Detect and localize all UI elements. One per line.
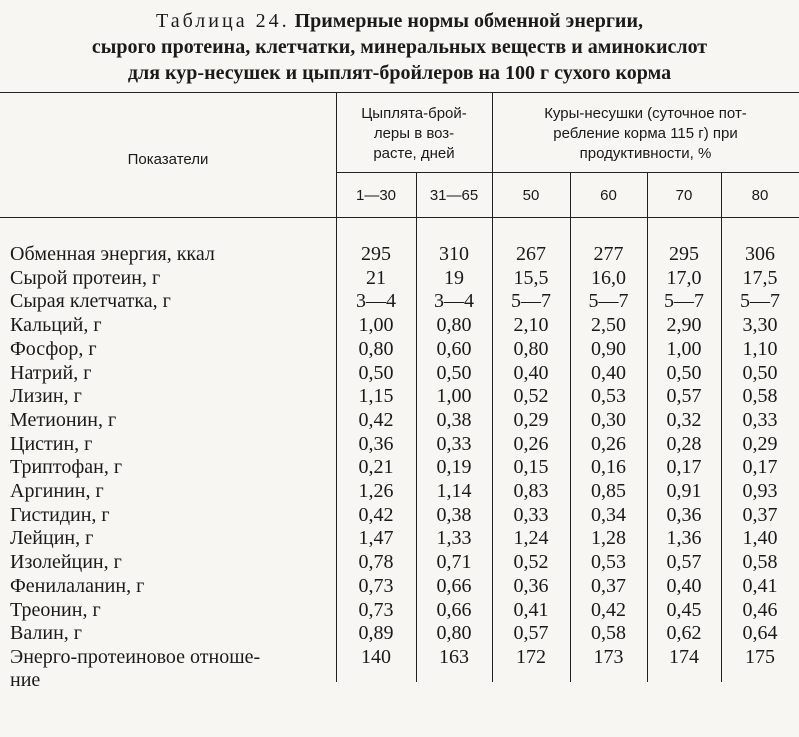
- table-cell: 1,14: [436, 480, 472, 502]
- table-cell: 175: [745, 646, 775, 668]
- table-cell: 0,89: [358, 622, 394, 644]
- table-row: [0, 432, 799, 456]
- table-cell: 1,26: [358, 480, 394, 502]
- table-cell: 5—7: [740, 290, 780, 312]
- table-cell: 0,36: [513, 575, 549, 597]
- row-label: Цистин, г: [10, 433, 93, 455]
- table-row: [0, 550, 799, 574]
- table-cell: 0,29: [513, 409, 549, 431]
- table-cell: 0,83: [513, 480, 549, 502]
- row-label: Фенилаланин, г: [10, 575, 145, 597]
- table-cell: 0,40: [513, 362, 549, 384]
- row-label: Обменная энергия, ккал: [10, 243, 215, 265]
- table-cell: 1,10: [742, 338, 778, 360]
- table-cell: 0,38: [436, 409, 472, 431]
- table-cell: 0,58: [591, 622, 626, 644]
- table-cell: 0,50: [436, 362, 472, 384]
- table-cell: 0,30: [591, 409, 626, 431]
- table-cell: 172: [516, 646, 546, 668]
- table-cell: 0,50: [666, 362, 702, 384]
- table-cell: 21: [366, 267, 386, 289]
- row-label: Метионин, г: [10, 409, 117, 431]
- table-cell: 0,33: [436, 433, 472, 455]
- row-label: Триптофан, г: [10, 456, 123, 478]
- table-cell: 0,40: [666, 575, 702, 597]
- table-cell: 0,29: [742, 433, 778, 455]
- table-cell: 1,00: [436, 385, 472, 407]
- table-cell: 0,53: [591, 551, 626, 573]
- table-cell: 0,37: [591, 575, 626, 597]
- table-cell: 0,64: [742, 622, 778, 644]
- table-cell: 0,28: [666, 433, 702, 455]
- row-label: Сырая клетчатка, г: [10, 290, 171, 312]
- table-row: [0, 408, 799, 432]
- title-line-2: сырого протеина, клетчатки, минеральных веществ и аминокислот: [91, 36, 708, 58]
- table-cell: 0,26: [513, 433, 549, 455]
- table-cell: 17,0: [666, 267, 702, 289]
- header-layers-line: ребление корма 115 г) при: [553, 125, 738, 142]
- table-cell: 0,52: [513, 385, 549, 407]
- table-cell: 0,17: [666, 456, 702, 478]
- table-cell: 0,71: [436, 551, 472, 573]
- table-cell: 5—7: [511, 290, 551, 312]
- header-broilers: [336, 104, 492, 164]
- table-cell: 277: [593, 243, 624, 265]
- table-cell: 0,21: [358, 456, 394, 478]
- table-row: [0, 479, 799, 503]
- column-header: 80: [751, 187, 769, 204]
- table-cell: 0,42: [358, 409, 394, 431]
- table-cell: 0,41: [513, 599, 549, 621]
- column-header: 60: [600, 187, 617, 204]
- table-row: [0, 598, 799, 622]
- table-row: [0, 384, 799, 408]
- table-cell: 1,00: [358, 314, 394, 336]
- table-cell: 1,40: [742, 527, 778, 549]
- table-cell: 3—4: [434, 290, 474, 312]
- table-cell: 0,32: [666, 409, 702, 431]
- header-bottom-rule: [0, 217, 799, 218]
- header-layers-line: Куры-несушки (суточное пот-: [544, 105, 747, 122]
- table-cell: 0,17: [742, 456, 778, 478]
- row-label: Аргинин, г: [10, 480, 104, 502]
- table-cell: 0,50: [742, 362, 778, 384]
- row-label: Энерго-протеиновое отноше-: [10, 646, 261, 668]
- table-cell: 0,78: [358, 551, 394, 573]
- table-cell: 0,60: [436, 338, 472, 360]
- table-cell: 0,50: [358, 362, 394, 384]
- table-cell: 0,42: [591, 599, 626, 621]
- table-cell: 1,00: [666, 338, 702, 360]
- table-cell: 0,46: [742, 599, 778, 621]
- row-label: Валин, г: [10, 622, 82, 644]
- table-cell: 0,33: [513, 504, 549, 526]
- table-cell: 0,34: [591, 504, 626, 526]
- table-cell: 0,57: [666, 551, 702, 573]
- column-header: 1—30: [355, 187, 397, 204]
- table-cell: 5—7: [664, 290, 704, 312]
- table-cell: 2,10: [513, 314, 549, 336]
- row-label: Лизин, г: [10, 385, 82, 407]
- table-cell: 5—7: [588, 290, 629, 312]
- table-cell: 0,42: [358, 504, 394, 526]
- table-cell: 0,16: [591, 456, 626, 478]
- table-cell: 0,62: [666, 622, 702, 644]
- table-cell: 0,37: [742, 504, 778, 526]
- table-cell: 3—4: [356, 290, 396, 312]
- table-cell: 173: [593, 646, 624, 668]
- table-cell: 0,19: [436, 456, 472, 478]
- table-cell: 15,5: [513, 267, 549, 289]
- table-cell: 0,85: [591, 480, 626, 502]
- table-cell: 0,57: [513, 622, 549, 644]
- table-cell: 0,91: [666, 480, 702, 502]
- table-cell: 0,80: [436, 622, 472, 644]
- title-line-1: Примерные нормы обменной энергии,: [294, 10, 643, 32]
- table-cell: 0,53: [591, 385, 626, 407]
- table-cell: 306: [745, 243, 775, 265]
- table-cell: 0,58: [742, 385, 778, 407]
- table-row: [0, 337, 799, 361]
- table-cell: 140: [361, 646, 391, 668]
- table-cell: 0,36: [666, 504, 702, 526]
- table-cell: 1,36: [666, 527, 702, 549]
- table-row: [0, 526, 799, 550]
- table-cell: 0,26: [591, 433, 626, 455]
- table-cell: 1,15: [358, 385, 394, 407]
- table-row: [0, 645, 799, 691]
- table-cell: 295: [361, 243, 391, 265]
- column-header: 31—65: [429, 187, 479, 204]
- header-indicators: Показатели: [127, 151, 209, 168]
- table-cell: 295: [669, 243, 699, 265]
- row-label: Натрий, г: [10, 362, 92, 384]
- table-row: [0, 574, 799, 598]
- table-cell: 1,33: [436, 527, 472, 549]
- table-cell: 0,38: [436, 504, 472, 526]
- table-cell: 17,5: [742, 267, 778, 289]
- table-cell: 163: [439, 646, 469, 668]
- table-number: Таблица 24.: [156, 10, 290, 32]
- table-cell: 0,58: [742, 551, 778, 573]
- table-cell: 0,57: [666, 385, 702, 407]
- title-line-3: для кур-несушек и цыплят-бройлеров на 100 г сухого корма: [127, 62, 672, 84]
- row-label: Лейцин, г: [10, 527, 94, 549]
- table-title: [0, 8, 799, 86]
- table-row: [0, 289, 799, 313]
- top-rule: [0, 92, 799, 93]
- table-cell: 0,41: [742, 575, 778, 597]
- table-cell: 1,28: [591, 527, 626, 549]
- row-label: Кальций, г: [10, 314, 102, 336]
- table-row: [0, 503, 799, 527]
- table-cell: 0,73: [358, 575, 394, 597]
- table-cell: 3,30: [742, 314, 778, 336]
- table-cell: 0,36: [358, 433, 394, 455]
- table-cell: 16,0: [591, 267, 626, 289]
- table-cell: 0,45: [666, 599, 702, 621]
- header-layers: [492, 104, 799, 164]
- table-cell: 2,90: [666, 314, 702, 336]
- table-row: [0, 266, 799, 290]
- row-label: Фосфор, г: [10, 338, 97, 360]
- table-row: [0, 361, 799, 385]
- table-cell: 0,15: [513, 456, 549, 478]
- table-cell: 0,73: [358, 599, 394, 621]
- table-cell: 1,47: [358, 527, 394, 549]
- table-cell: 0,93: [742, 480, 778, 502]
- header-broilers-line: Цыплята-брой-: [361, 105, 467, 122]
- table-row: [0, 242, 799, 266]
- column-header: 70: [675, 187, 693, 204]
- header-broilers-line: леры в воз-: [373, 125, 455, 142]
- row-label: Треонин, г: [10, 599, 101, 621]
- table-cell: 0,66: [436, 575, 472, 597]
- table-cell: 0,90: [591, 338, 626, 360]
- table-row: [0, 621, 799, 645]
- table-cell: 0,80: [358, 338, 394, 360]
- table-cell: 19: [444, 267, 464, 289]
- header-layers-line: продуктивности, %: [579, 145, 712, 162]
- table-row: [0, 455, 799, 479]
- table-row: [0, 313, 799, 337]
- table-cell: 0,80: [513, 338, 549, 360]
- table-cell: 2,50: [591, 314, 626, 336]
- table-cell: 174: [669, 646, 699, 668]
- table-cell: 0,66: [436, 599, 472, 621]
- table-cell: 1,24: [513, 527, 549, 549]
- column-header: 50: [522, 187, 540, 204]
- table-cell: 0,80: [436, 314, 472, 336]
- header-broilers-line: расте, дней: [373, 145, 455, 162]
- row-label: Сырой протеин, г: [10, 267, 161, 289]
- subheader-rule: [336, 172, 799, 173]
- row-label: Изолейцин, г: [10, 551, 122, 573]
- table-cell: 0,52: [513, 551, 549, 573]
- table-cell: 267: [516, 243, 546, 265]
- row-label: Гистидин, г: [10, 504, 110, 526]
- table-cell: 0,40: [591, 362, 626, 384]
- table-cell: 0,33: [742, 409, 778, 431]
- row-label-continuation: ние: [10, 669, 41, 691]
- table-cell: 310: [439, 243, 469, 265]
